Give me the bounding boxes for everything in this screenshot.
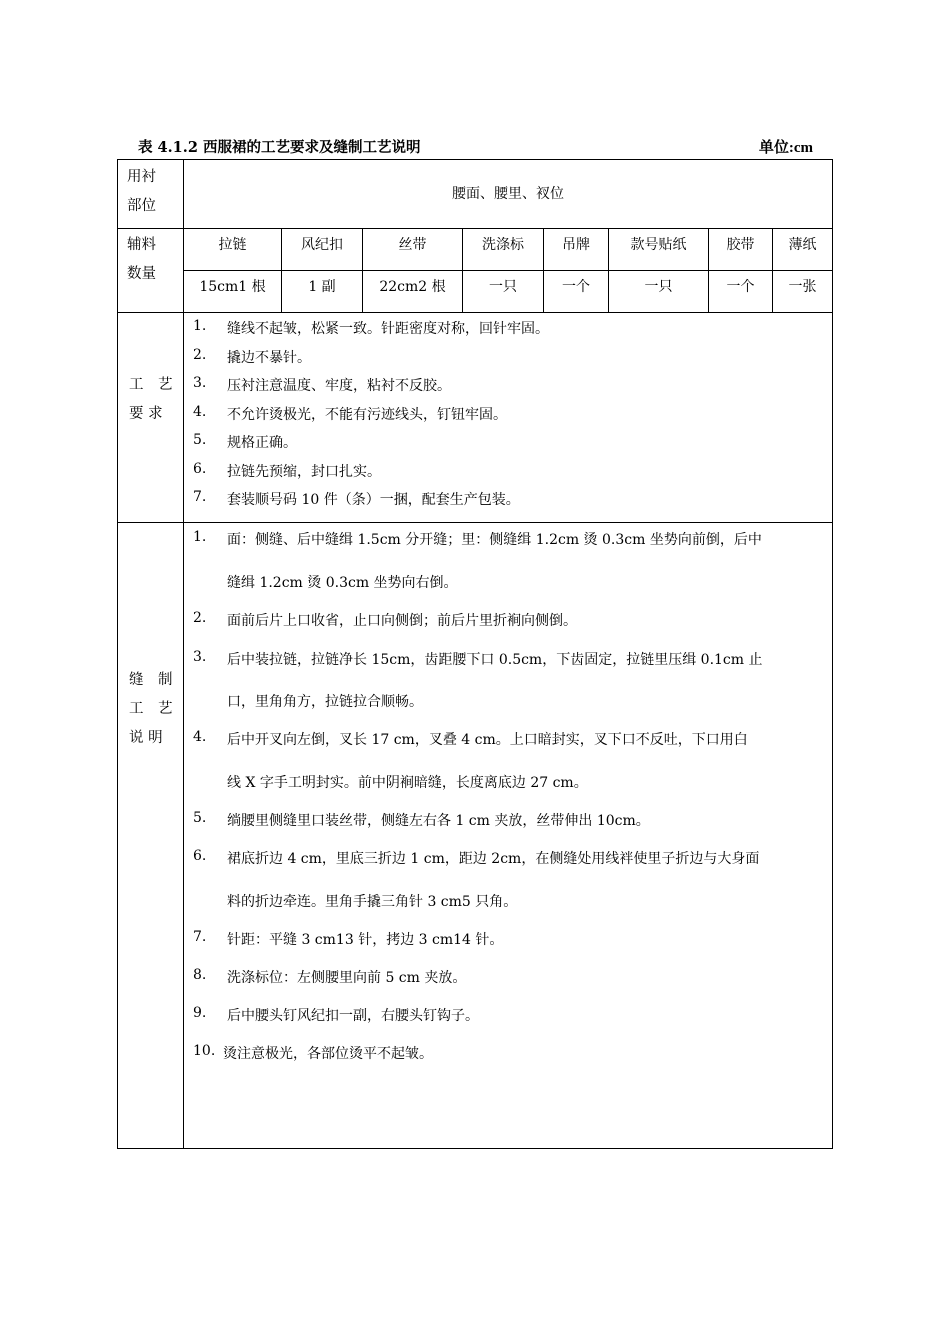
- item-text: 裙底折边 4 cm，里底三折边 1 cm，距边 2cm，在侧缝处用线袢使里子折边与大身面: [227, 851, 760, 867]
- item-number: 5.: [193, 432, 207, 448]
- acc-header-care-label: 洗涤标: [482, 237, 524, 253]
- table-title: 表 4.1.2 西服裙的工艺要求及缝制工艺说明: [138, 139, 421, 156]
- item-text: 线 X 字手工明封实。前中阴裥暗缝，长度离底边 27 cm。: [227, 775, 588, 791]
- item-text: 绱腰里侧缝里口装丝带，侧缝左右各 1 cm 夹放，丝带伸出 10cm。: [227, 813, 650, 829]
- acc-header-zipper: 拉链: [218, 237, 247, 253]
- acc-qty-zipper: 15cm1 根: [199, 279, 266, 295]
- sewing-label: [129, 666, 173, 753]
- table-caption: [138, 136, 813, 158]
- item-text: 不允许烫极光，不能有污迹线头，钉钮牢固。: [227, 407, 507, 423]
- lining-label: [127, 163, 156, 221]
- item-text: 后中腰头钉风纪扣一副，右腰头钉钩子。: [227, 1008, 479, 1024]
- item-text: 规格正确。: [227, 435, 297, 451]
- item-number: 3.: [193, 649, 207, 665]
- item-text: 烫注意极光，各部位烫平不起皱。: [223, 1046, 433, 1062]
- item-number: 2.: [193, 347, 207, 363]
- acc-header-ribbon: 丝带: [398, 237, 427, 253]
- item-number: 7.: [193, 489, 207, 505]
- item-number: 4.: [193, 729, 207, 745]
- item-number: 5.: [193, 810, 207, 826]
- item-number: 3.: [193, 375, 207, 391]
- item-text: 拉链先预缩，封口扎实。: [227, 464, 381, 480]
- rule-label-col: [183, 159, 184, 1149]
- process-table: [117, 159, 833, 1149]
- sewing-label-line2: 工 艺: [129, 701, 173, 717]
- acc-header-tissue: 薄纸: [788, 237, 817, 253]
- item-number: 4.: [193, 404, 207, 420]
- lining-value: 腰面、腰里、衩位: [452, 186, 564, 202]
- rule-lining-bottom: [117, 228, 833, 229]
- item-text: 针距：平缝 3 cm13 针，拷边 3 cm14 针。: [227, 932, 504, 948]
- item-number: 8.: [193, 967, 207, 983]
- rule-left: [117, 159, 118, 1149]
- accessories-label: [127, 231, 156, 289]
- item-text: 口，里角角方，拉链拉合顺畅。: [227, 694, 423, 710]
- item-text: 面前后片上口收省，止口向侧倒；前后片里折裥向侧倒。: [227, 613, 577, 629]
- acc-qty-tissue: 一张: [788, 279, 817, 295]
- item-number: 6.: [193, 848, 207, 864]
- rule-requirements-bottom: [117, 522, 833, 523]
- acc-qty-care-label: 一只: [489, 279, 517, 295]
- item-number: 9.: [193, 1005, 207, 1021]
- item-text: 洗涤标位：左侧腰里向前 5 cm 夹放。: [227, 970, 467, 986]
- item-number: 2.: [193, 610, 207, 626]
- rule-bottom: [117, 1148, 833, 1149]
- lining-label-line2: 部位: [127, 198, 156, 214]
- item-text: 套装顺号码 10 件（条）一捆，配套生产包装。: [227, 492, 520, 508]
- unit-label: 单位:cm: [758, 140, 813, 156]
- acc-header-hook: 风纪扣: [301, 237, 343, 253]
- lining-label-line1: 用衬: [127, 169, 156, 185]
- requirements-label-line1: 工 艺: [129, 377, 173, 393]
- item-number: 1.: [193, 318, 207, 334]
- acc-qty-style-sticker: 一只: [644, 279, 673, 295]
- acc-qty-ribbon: 22cm2 根: [379, 279, 446, 295]
- acc-header-hangtag: 吊牌: [562, 237, 590, 253]
- item-text: 撬边不暴针。: [227, 350, 311, 366]
- accessories-label-line1: 辅料: [127, 237, 156, 253]
- item-text: 缝线不起皱，松紧一致。针距密度对称，回针牢固。: [227, 321, 549, 337]
- item-text: 缝缉 1.2cm 烫 0.3cm 坐势向右倒。: [227, 575, 458, 591]
- requirements-list: [193, 314, 829, 520]
- item-number: 10.: [193, 1043, 216, 1059]
- sewing-label-line3: 说 明: [129, 730, 163, 746]
- item-text: 料的折边牵连。里角手撬三角针 3 cm5 只角。: [227, 894, 518, 910]
- requirements-label: [129, 371, 173, 429]
- item-number: 6.: [193, 461, 207, 477]
- item-text: 压衬注意温度、牢度，粘衬不反胶。: [227, 378, 451, 394]
- item-text: 面：侧缝、后中缝缉 1.5cm 分开缝；里：侧缝缉 1.2cm 烫 0.3cm 坐势向前倒，后中: [227, 532, 762, 548]
- item-text: 后中装拉链，拉链净长 15cm，齿距腰下口 0.5cm，下齿固定，拉链里压缉 0.1cm 止: [227, 652, 763, 668]
- acc-qty-hook: 1 副: [308, 279, 336, 295]
- rule-right: [832, 159, 833, 1149]
- acc-header-style-sticker: 款号贴纸: [630, 237, 687, 253]
- sewing-label-line1: 缝 制: [129, 672, 173, 688]
- rule-accessory-bottom: [117, 312, 833, 313]
- item-number: 1.: [193, 529, 207, 545]
- accessories-label-line2: 数量: [127, 266, 156, 282]
- item-number: 7.: [193, 929, 207, 945]
- item-text: 后中开叉向左倒，叉长 17 cm，叉叠 4 cm。上口暗封实，叉下口不反吐，下口用白: [227, 732, 748, 748]
- requirements-label-line2: 要 求: [129, 406, 163, 422]
- acc-qty-tape: 一个: [726, 279, 755, 295]
- rule-top: [117, 159, 833, 160]
- sewing-list: [193, 524, 829, 1144]
- acc-qty-hangtag: 一个: [562, 279, 590, 295]
- acc-header-tape: 胶带: [726, 237, 755, 253]
